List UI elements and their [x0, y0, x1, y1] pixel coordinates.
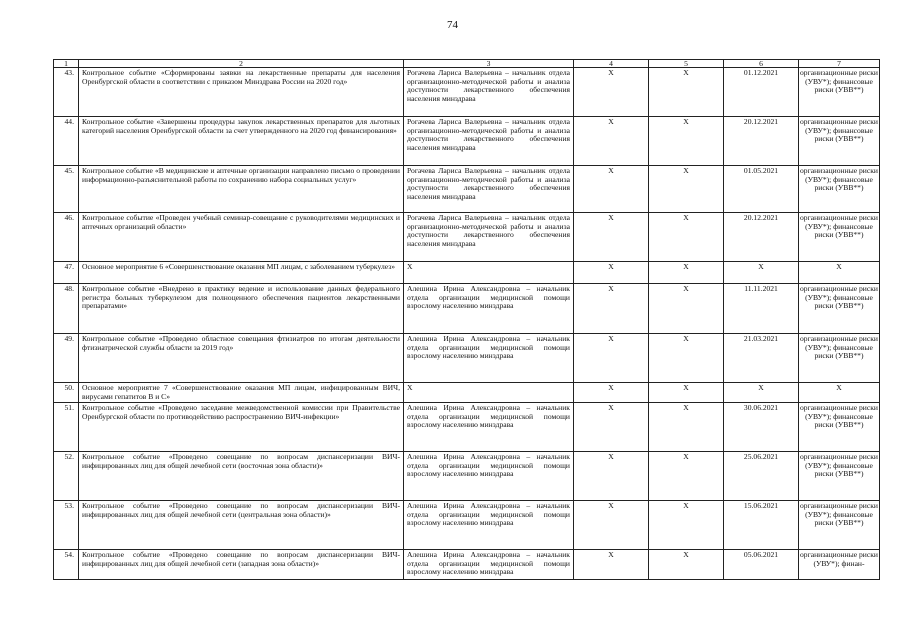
row-number: 45. — [54, 166, 79, 213]
table-row — [54, 403, 880, 452]
table-row — [54, 68, 880, 117]
due-date: 21.03.2021 — [724, 334, 799, 383]
risk-type: X — [799, 383, 880, 403]
col-5-value: X — [649, 501, 724, 550]
col-5-value: X — [649, 334, 724, 383]
header-row — [54, 60, 880, 68]
col-4-value: X — [574, 501, 649, 550]
due-date: 01.12.2021 — [724, 68, 799, 117]
table-row — [54, 166, 880, 213]
header-col-5: 5 — [649, 60, 724, 68]
due-date: 20.12.2021 — [724, 213, 799, 262]
col-5-value: X — [649, 68, 724, 117]
activity-table — [53, 59, 880, 580]
due-date: 30.06.2021 — [724, 403, 799, 452]
responsible-person: Алешина Ирина Александровна – начальник отдела организации медицинской помощи взрослому населению минздрава — [404, 334, 574, 383]
risk-type: X — [799, 262, 880, 284]
col-4-value: X — [574, 68, 649, 117]
responsible-person: Рогачева Лариса Валерьевна – начальник отдела организационно-методической работы и анализа доступности лекарственного обеспечения населения минздрава — [404, 166, 574, 213]
responsible-person: Рогачева Лариса Валерьевна – начальник отдела организационно-методической работы и анализа доступности лекарственного обеспечения населения минздрава — [404, 68, 574, 117]
table-row — [54, 550, 880, 580]
col-5-value: X — [649, 213, 724, 262]
header-col-3: 3 — [404, 60, 574, 68]
event-name: Контрольное событие «Проведено заседание межведомственной комиссии при Правительстве Оренбургской области по противодействию распространению ВИЧ-инфекции» — [79, 403, 404, 452]
table-row — [54, 262, 880, 284]
table-row — [54, 452, 880, 501]
event-name: Контрольное событие «В медицинские и аптечные организации направлено письмо о проведении информационно-разъяснительной работы по сохранению набора социальных услуг» — [79, 166, 404, 213]
header-col-2: 2 — [79, 60, 404, 68]
risk-type: организационные риски (УВУ*); финансовые риски (УВВ**) — [799, 403, 880, 452]
due-date: 11.11.2021 — [724, 284, 799, 334]
row-number: 51. — [54, 403, 79, 452]
header-col-7: 7 — [799, 60, 880, 68]
risk-type: организационные риски (УВУ*); финансовые риски (УВВ**) — [799, 452, 880, 501]
risk-type: организационные риски (УВУ*); финансовые риски (УВВ**) — [799, 68, 880, 117]
col-5-value: X — [649, 452, 724, 501]
due-date: X — [724, 262, 799, 284]
col-5-value: X — [649, 262, 724, 284]
header-col-1: 1 — [54, 60, 79, 68]
responsible-person: Алешина Ирина Александровна – начальник отдела организации медицинской помощи взрослому населению минздрава — [404, 501, 574, 550]
col-4-value: X — [574, 452, 649, 501]
col-5-value: X — [649, 403, 724, 452]
responsible-person: Рогачева Лариса Валерьевна – начальник отдела организационно-методической работы и анализа доступности лекарственного обеспечения населения минздрава — [404, 117, 574, 166]
page-number: 74 — [447, 19, 458, 31]
col-5-value: X — [649, 166, 724, 213]
table-row — [54, 383, 880, 403]
header-col-4: 4 — [574, 60, 649, 68]
event-name: Основное мероприятие 7 «Совершенствование оказания МП лицам, инфицированным ВИЧ, вирусами гепатитов В и С» — [79, 383, 404, 403]
event-name: Основное мероприятие 6 «Совершенствование оказания МП лицам, с заболеванием туберкулез» — [79, 262, 404, 284]
risk-type: организационные риски (УВУ*); финансовые риски (УВВ**) — [799, 166, 880, 213]
event-name: Контрольное событие «Проведено совещание по вопросам диспансеризации ВИЧ-инфицированных лиц для общей лечебной сети (восточная зона области)» — [79, 452, 404, 501]
col-4-value: X — [574, 262, 649, 284]
col-5-value: X — [649, 383, 724, 403]
responsible-person: X — [404, 262, 574, 284]
row-number: 52. — [54, 452, 79, 501]
row-number: 48. — [54, 284, 79, 334]
responsible-person: Алешина Ирина Александровна – начальник отдела организации медицинской помощи взрослому населению минздрава — [404, 284, 574, 334]
due-date: 20.12.2021 — [724, 117, 799, 166]
row-number: 49. — [54, 334, 79, 383]
due-date: 01.05.2021 — [724, 166, 799, 213]
due-date: 05.06.2021 — [724, 550, 799, 580]
event-name: Контрольное событие «Проведен учебный семинар-совещание с руководителями медицинских и аптечных организаций области» — [79, 213, 404, 262]
event-name: Контрольное событие «Проведено совещание по вопросам диспансеризации ВИЧ-инфицированных лиц для общей лечебной сети (центральная зона области)» — [79, 501, 404, 550]
due-date: 25.06.2021 — [724, 452, 799, 501]
col-4-value: X — [574, 550, 649, 580]
table-row — [54, 284, 880, 334]
col-5-value: X — [649, 284, 724, 334]
col-4-value: X — [574, 334, 649, 383]
responsible-person: X — [404, 383, 574, 403]
row-number: 46. — [54, 213, 79, 262]
responsible-person: Алешина Ирина Александровна – начальник отдела организации медицинской помощи взрослому населению минздрава — [404, 550, 574, 580]
risk-type: организационные риски (УВУ*); финансовые риски (УВВ**) — [799, 284, 880, 334]
risk-type: организационные риски (УВУ*); финансовые риски (УВВ**) — [799, 501, 880, 550]
col-5-value: X — [649, 117, 724, 166]
risk-type: организационные риски (УВУ*); финансовые риски (УВВ**) — [799, 334, 880, 383]
col-4-value: X — [574, 166, 649, 213]
col-4-value: X — [574, 383, 649, 403]
table-row — [54, 117, 880, 166]
event-name: Контрольное событие «Проведено совещание по вопросам диспансеризации ВИЧ-инфицированных лиц для общей лечебной сети (западная зона области)» — [79, 550, 404, 580]
due-date: X — [724, 383, 799, 403]
row-number: 50. — [54, 383, 79, 403]
risk-type: организационные риски (УВУ*); финан- — [799, 550, 880, 580]
event-name: Контрольное событие «Завершены процедуры закупок лекарственных препаратов для льготных категорий населения Оренбургской области за счет утвержденного на 2020 год финансирования» — [79, 117, 404, 166]
row-number: 53. — [54, 501, 79, 550]
due-date: 15.06.2021 — [724, 501, 799, 550]
col-4-value: X — [574, 284, 649, 334]
row-number: 47. — [54, 262, 79, 284]
responsible-person: Алешина Ирина Александровна – начальник отдела организации медицинской помощи взрослому населению минздрава — [404, 403, 574, 452]
row-number: 44. — [54, 117, 79, 166]
risk-type: организационные риски (УВУ*); финансовые риски (УВВ**) — [799, 213, 880, 262]
table-row — [54, 213, 880, 262]
event-name: Контрольное событие «Внедрено в практику ведение и использование данных федерального регистра больных туберкулезом для полноценного обеспечения пациентов лекарственными препаратами» — [79, 284, 404, 334]
event-name: Контрольное событие «Сформированы заявки на лекарственные препараты для населения Оренбургской области в соответствии с приказом Минздрава России на 2020 год» — [79, 68, 404, 117]
col-4-value: X — [574, 117, 649, 166]
risk-type: организационные риски (УВУ*); финансовые риски (УВВ**) — [799, 117, 880, 166]
responsible-person: Рогачева Лариса Валерьевна – начальник отдела организационно-методической работы и анализа доступности лекарственного обеспечения населения минздрава — [404, 213, 574, 262]
row-number: 43. — [54, 68, 79, 117]
table-row — [54, 501, 880, 550]
col-5-value: X — [649, 550, 724, 580]
event-name: Контрольное событие «Проведено областное совещания фтизиатров по итогам деятельности фтизиатрической службы области за 2019 год» — [79, 334, 404, 383]
row-number: 54. — [54, 550, 79, 580]
header-col-6: 6 — [724, 60, 799, 68]
responsible-person: Алешина Ирина Александровна – начальник отдела организации медицинской помощи взрослому населению минздрава — [404, 452, 574, 501]
col-4-value: X — [574, 403, 649, 452]
table-row — [54, 334, 880, 383]
col-4-value: X — [574, 213, 649, 262]
